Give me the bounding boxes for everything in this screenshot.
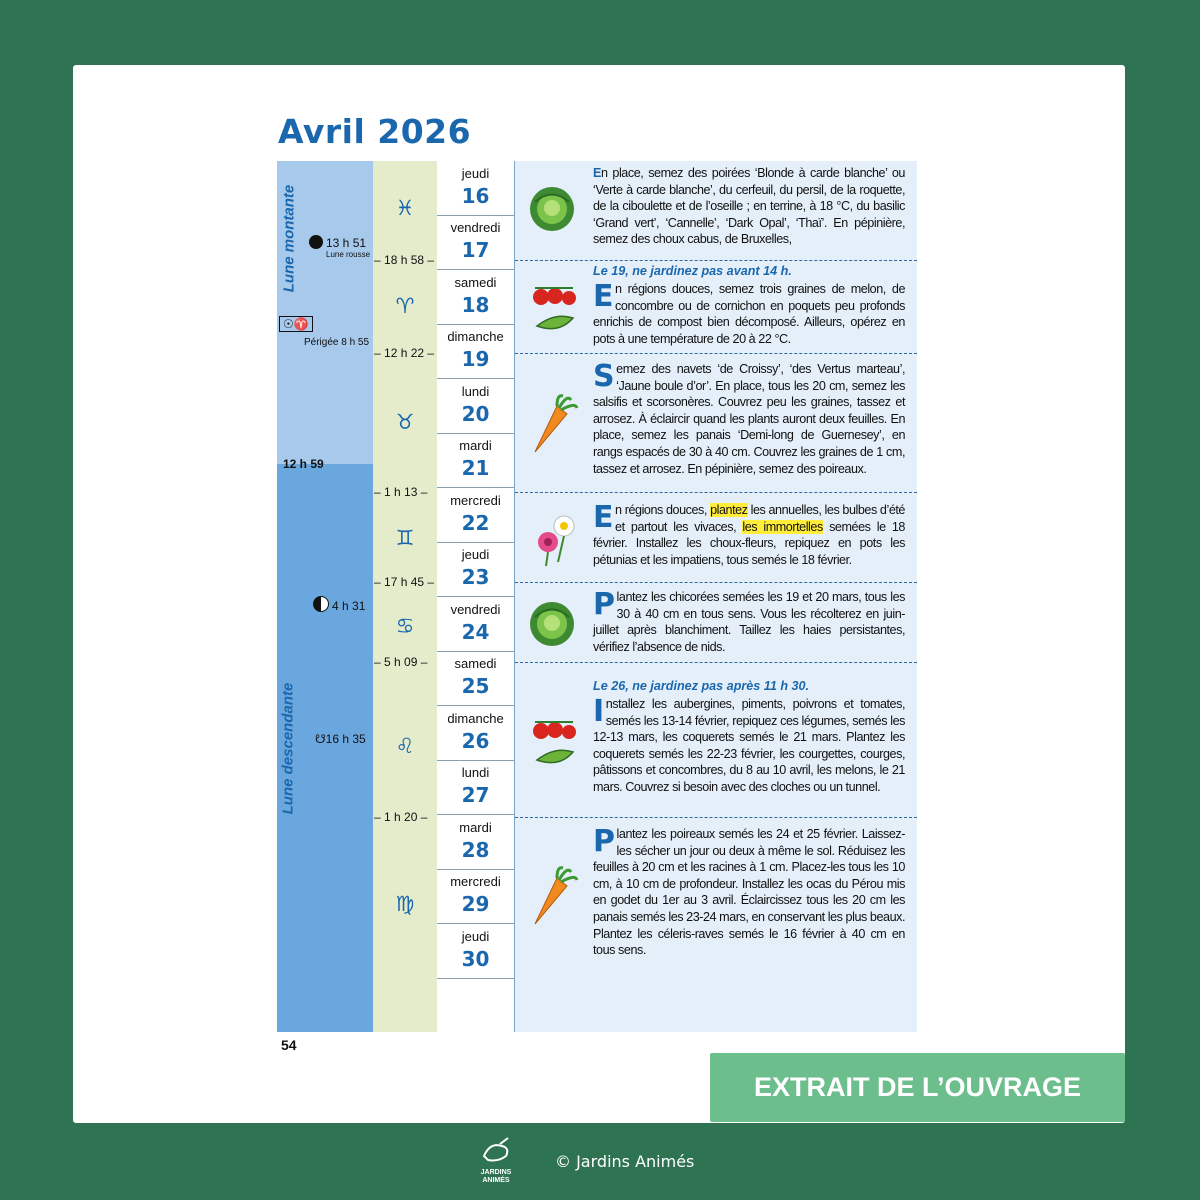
zodiac-time-6: – 1 h 20 – (374, 810, 428, 824)
notice-19: Le 19, ne jardinez pas avant 14 h. (593, 264, 792, 278)
day-cell: mardi 28 (437, 815, 514, 870)
highlight-plantez: plantez (710, 503, 748, 517)
day-cell: lundi 27 (437, 760, 514, 815)
advice-paragraph-5: Plantez les chicorées semées les 19 et 20 mars, tous les 30 à 40 cm en tous sens. Vous les récolterez en juin-juillet après blanchiment. Taillez les haies persistantes, vérifiez l’absence de nids. (593, 587, 905, 654)
new-moon-event: 13 h 51 (309, 235, 366, 250)
advice-paragraph-3: Semez des navets ‘de Croissy’, ‘des Vertus marteau’, ‘Jaune boule d’or’. En place, tous les 20 cm, semez les salsifis et scorsonères. Couvrez peu les graines, tassez et arrosez. À éclaircir quand les plants auront deux feuilles. En place, semez les panais ‘Demi-long de Guernesey’, en rangs espacés de 30 à 40 cm. Couvrez les graines de 1 cm, tassez et arrosez. En pépinière, semez des poireaux. (593, 359, 905, 476)
moon-descending-label: Lune descendante (279, 682, 297, 815)
day-cell: vendredi 17 (437, 215, 514, 270)
copyright-footer: © Jardins Animés (555, 1152, 695, 1171)
chicory-icon (527, 597, 577, 649)
first-quarter-icon (313, 596, 329, 612)
lune-rousse-note: Lune rousse (326, 250, 371, 259)
cancer-icon: ♋ (395, 614, 415, 638)
moon-turn-time: 12 h 59 (283, 457, 324, 471)
section-divider (515, 582, 917, 583)
day-cell: lundi 20 (437, 379, 514, 434)
section-divider (515, 662, 917, 663)
day-cell: dimanche 26 (437, 706, 514, 761)
advice-paragraph-1: En place, semez des poirées ‘Blonde à carde blanche’ ou ‘Verte à carde blanche’, du cerfeuil, du persil, de la roquette, de la ciboulette et de l’oseille ; en terrine, à 18 °C, du basilic ‘Grand vert’, ‘Cannelle’, ‘Dark Opal’, ‘Thaï’. En pépinière, semez des choux cabus, de Bruxelles, (593, 166, 905, 247)
section-divider (515, 260, 917, 261)
advice-paragraph-2: En régions douces, semez trois graines de melon, de concombre ou de cornichon en poquets peu profonds enrichis de compost bien décomposé. Ailleurs, opérez en pots à une température de 20 à 22 °C. (593, 279, 905, 346)
perigee-icon: ☉♈ (279, 316, 313, 332)
zodiac-time-2: – 12 h 22 – (374, 346, 435, 360)
advice-paragraph-7: Plantez les poireaux semés les 24 et 25 février. Laissez-les sécher un jour ou deux à même le sol. Réduisez les feuilles à 20 cm et les racines à 1 cm. Placez-les tous les 10 cm, à 10 cm de profondeur. Installez les ocas du Pérou mis en godet du 1er au 3 avril. Éclaircissez tous les 20 cm les panais semés les 23-24 mars, en conservant les plus beaux. Plantez les céleris-raves semés le 16 février à 40 cm en tous sens. (593, 824, 906, 958)
day-cell: mercredi 22 (437, 488, 514, 543)
carrot-icon (527, 866, 579, 928)
new-moon-icon (309, 235, 323, 249)
page-title: Avril 2026 (278, 112, 472, 151)
day-cell: jeudi 16 (437, 161, 514, 216)
section-divider (515, 817, 917, 818)
zodiac-time-1: – 18 h 58 – (374, 253, 435, 267)
page-number: 54 (281, 1037, 297, 1053)
extract-badge: EXTRAIT DE L’OUVRAGE (710, 1053, 1125, 1122)
zodiac-time-3: – 1 h 13 – (374, 485, 428, 499)
day-cell: jeudi 23 (437, 542, 514, 597)
zodiac-time-5: – 5 h 09 – (374, 655, 428, 669)
section-divider (515, 353, 917, 354)
svg-text:ANIMÉS: ANIMÉS (482, 1177, 510, 1184)
pisces-icon: ♓ (395, 196, 415, 220)
leo-icon: ♌ (395, 734, 415, 758)
aries-icon: ♈ (395, 294, 415, 318)
day-cell: dimanche 19 (437, 324, 514, 379)
zodiac-time-4: – 17 h 45 – (374, 575, 435, 589)
moon-rising-label: Lune montante (280, 184, 298, 293)
days-column (437, 161, 515, 1032)
day-cell: jeudi 30 (437, 924, 514, 979)
day-cell: vendredi 24 (437, 597, 514, 652)
highlight-immortelles: les immortelles (742, 519, 823, 534)
day-cell: samedi 18 (437, 270, 514, 325)
section-divider (515, 492, 917, 493)
advice-paragraph-6: Installez les aubergines, piments, poivrons et tomates, semés les 13-14 février, repiquez ces légumes, semés les 12-13 mars, les coquerets semés le 21 mars. Plantez les coquerets semés les 22-23 février, les courgettes, courges, pâtissons et concombres, du 8 au 10 avril, les melons, le 21 mars. Couvrez si besoin avec des cloches ou un tunnel. (593, 694, 905, 794)
node-icon: ☋ (315, 732, 326, 746)
tomato-pea-icon (529, 716, 579, 772)
gemini-icon: ♊ (395, 526, 415, 550)
perigee-note: Périgée 8 h 55 (304, 337, 370, 348)
flower-icon (528, 512, 580, 568)
first-quarter-event: 4 h 31 (313, 596, 365, 613)
jardins-animes-logo-icon (470, 1134, 522, 1186)
advice-paragraph-4: En régions douces, plantez les annuelles, les bulbes d’été et partout les vivaces, les immortelles semées le 18 février. Installez les choux-fleurs, repiquez en pots les pétunias et les impatiens, tous semés le 18 février. (593, 500, 905, 567)
cabbage-icon (527, 182, 577, 234)
day-cell: mercredi 29 (437, 869, 514, 924)
carrot-icon (527, 394, 579, 456)
taurus-icon: ♉ (395, 410, 415, 434)
node-event: ☋16 h 35 (315, 732, 366, 746)
day-cell: samedi 25 (437, 651, 514, 706)
notice-26: Le 26, ne jardinez pas après 11 h 30. (593, 679, 810, 693)
svg-text:JARDINS: JARDINS (480, 1169, 512, 1176)
virgo-icon: ♍ (395, 892, 415, 916)
tomato-pea-icon (529, 282, 579, 338)
day-cell: mardi 21 (437, 433, 514, 488)
